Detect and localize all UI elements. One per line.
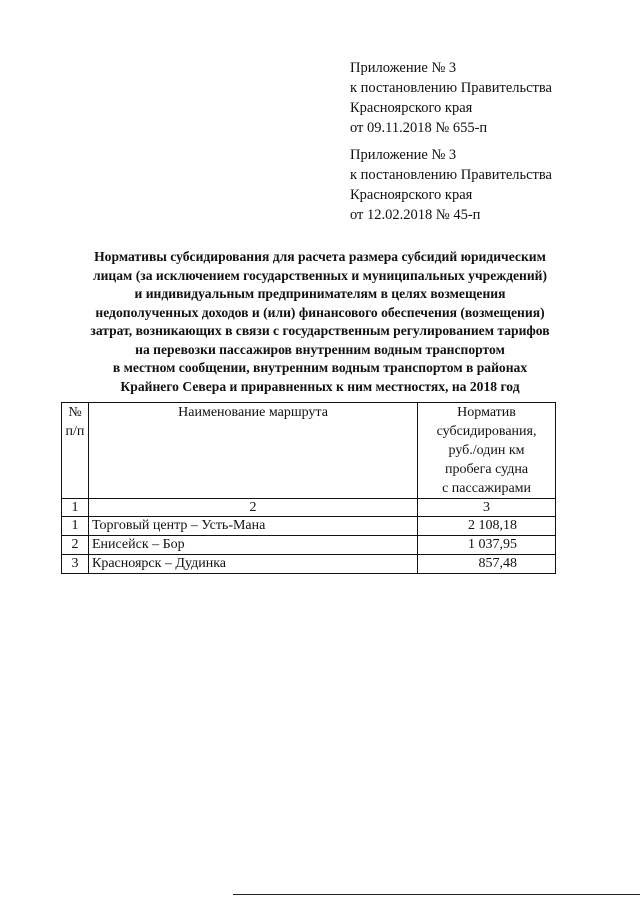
appendix-line: от 09.11.2018 № 655-п (350, 120, 488, 136)
column-index: 3 (418, 499, 556, 517)
appendix-line: Приложение № 3 (350, 147, 457, 163)
norm-value: 857,48 (418, 555, 556, 574)
appendix-line: от 12.02.2018 № 45-п (350, 207, 481, 223)
appendix-line: Красноярского края (350, 100, 473, 116)
title-line: Крайнего Севера и приравненных к ним местностях, на 2018 год (120, 378, 520, 394)
title-line: на перевозки пассажиров внутренним водным транспортом (135, 341, 505, 357)
row-number: 3 (62, 555, 89, 574)
subsidy-norms-table (61, 402, 556, 574)
appendix-line: к постановлению Правительства (350, 167, 552, 183)
header-norm-line: субсидирования, (436, 424, 537, 439)
route-name: Красноярск – Дудинка (88, 555, 417, 574)
appendix-line: к постановлению Правительства (350, 80, 552, 96)
row-number: 1 (62, 517, 89, 536)
header-route: Наименование маршрута (88, 403, 417, 499)
header-norm-line: руб./один км (448, 443, 525, 458)
title-line: затрат, возникающих в связи с государственным регулированием тарифов (90, 323, 550, 338)
route-name: Торговый центр – Усть-Мана (88, 517, 417, 536)
route-name: Енисейск – Бор (88, 536, 417, 555)
appendix-line: Красноярского края (350, 187, 473, 203)
row-number: 2 (62, 536, 89, 555)
table-row (62, 517, 556, 536)
appendix-block-1 (350, 58, 552, 138)
header-number-line: п/п (65, 424, 85, 439)
footer-divider (233, 894, 640, 895)
title-line: лицам (за исключением государственных и муниципальных учреждений) (92, 267, 548, 283)
header-norm (418, 403, 556, 499)
appendix-line: Приложение № 3 (350, 60, 457, 76)
norm-value: 1 037,95 (418, 536, 556, 555)
table-row (62, 555, 556, 574)
column-index: 1 (62, 499, 89, 517)
norm-value: 2 108,18 (418, 517, 556, 536)
title-line: и индивидуальным предпринимателям в целях возмещения (134, 286, 506, 301)
table-header-row (62, 403, 556, 499)
title-line: недополученных доходов и (или) финансового обеспечения (возмещения) (95, 304, 545, 320)
table-row (62, 536, 556, 555)
header-norm-line: с пассажирами (442, 481, 532, 496)
column-index: 2 (88, 499, 417, 517)
document-title (40, 248, 600, 396)
title-line: в местном сообщении, внутренним водным транспортом в районах (112, 360, 528, 375)
column-index-row (62, 499, 556, 517)
header-norm-line: Норматив (457, 405, 516, 420)
header-number-line: № (68, 405, 82, 420)
title-line: Нормативы субсидирования для расчета размера субсидий юридическим (94, 249, 546, 264)
header-number (62, 403, 89, 499)
header-norm-line: пробега судна (445, 462, 529, 477)
appendix-block-2 (350, 145, 552, 225)
